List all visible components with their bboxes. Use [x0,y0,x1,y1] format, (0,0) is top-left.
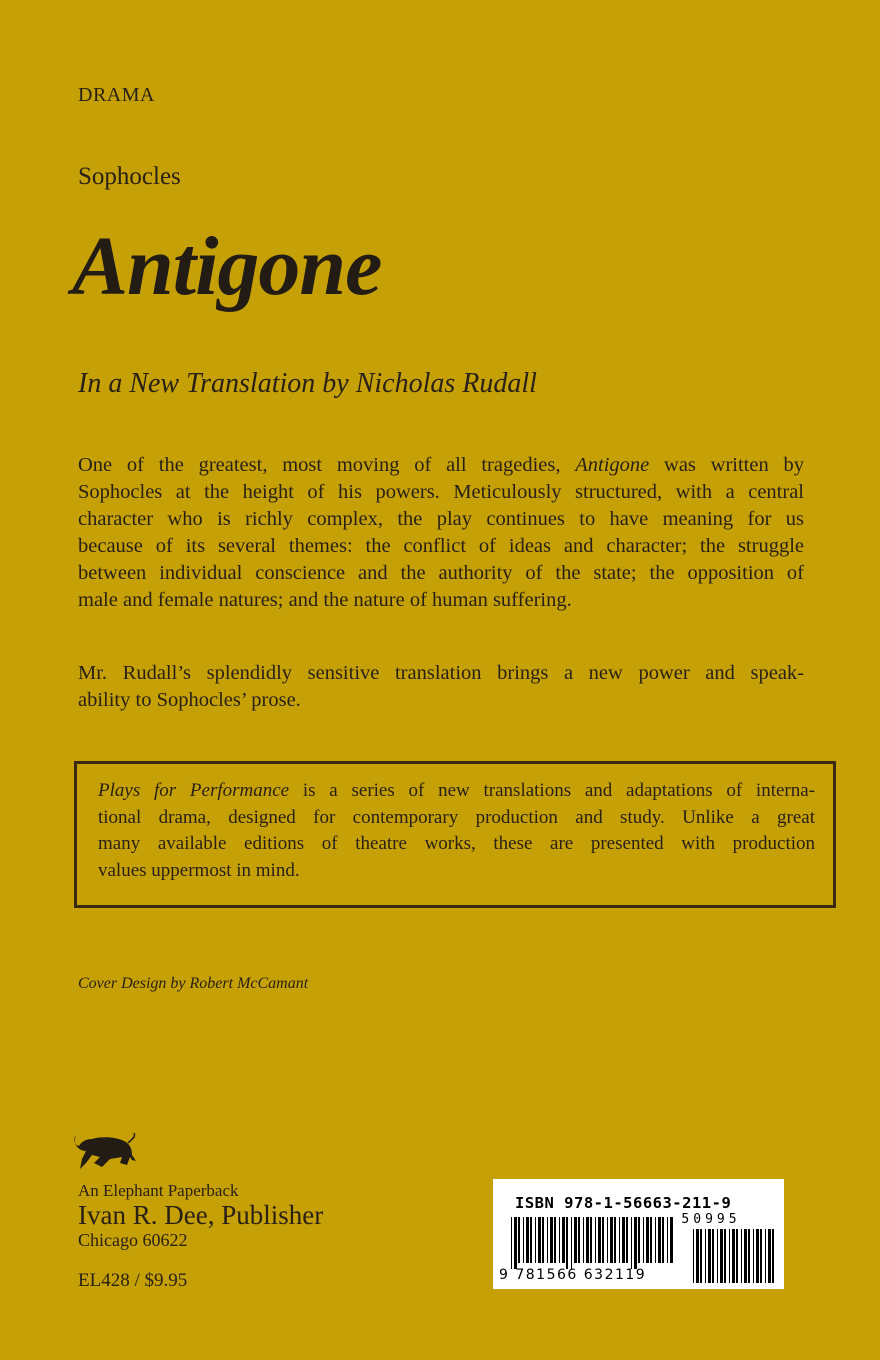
barcode-bar [705,1229,706,1283]
description-line: between individual conscience and the authority of the state; the opposition of [78,562,804,584]
barcode-bar [542,1217,544,1263]
translator-subtitle: In a New Translation by Nicholas Rudall [78,368,537,399]
barcode-bar [696,1229,699,1283]
barcode-bar [693,1229,694,1283]
barcode-bar [518,1217,520,1263]
barcode-bar [765,1229,766,1283]
barcode-bar [586,1217,589,1263]
barcode-bar [736,1229,738,1283]
barcode-bar [583,1217,584,1263]
barcode-bar [602,1217,604,1263]
text-run: was written by [649,454,804,476]
barcode-bar [566,1217,568,1269]
price-addon-code: 50995 [681,1212,741,1227]
publisher-name: Ivan R. Dee, Publisher [78,1200,324,1230]
barcode-bar [523,1217,524,1263]
barcode-bar [619,1217,620,1263]
barcode-bar [729,1229,730,1283]
barcode-bar [559,1217,560,1263]
barcode-bar [753,1229,754,1283]
cover-design-credit: Cover Design by Robert McCamant [78,975,309,992]
barcode-bar [538,1217,541,1263]
series-name: Plays for Performance [98,780,290,801]
barcode-bar [760,1229,762,1283]
description-line: Mr. Rudall’s splendidly sensitive translation brings a new power and speak- [78,662,804,684]
barcode-bar [768,1229,771,1283]
barcode-bar [535,1217,536,1263]
series-line: tional drama, designed for contemporary production and study. Unlike a great [98,806,815,828]
series-description [98,778,815,884]
barcode-bar [741,1229,742,1283]
barcode-bar [756,1229,759,1283]
series-line [98,778,815,805]
barcode-bar [708,1229,711,1283]
barcode-bar [614,1217,616,1263]
barcode-bar [720,1229,723,1283]
barcode-digits: 9 781566 632119 [499,1267,647,1283]
translation-paragraph [78,660,804,714]
barcode-bar [638,1217,640,1263]
book-title: Antigone [72,220,382,313]
barcode-bar [530,1217,532,1263]
barcode-bar [607,1217,608,1263]
barcode-bar [622,1217,625,1263]
barcode-bar [574,1217,577,1263]
barcode-bar [634,1217,637,1269]
barcode-bar [562,1217,565,1263]
barcode-bar [626,1217,628,1263]
text-run: One of the greatest, most moving of all tragedies, [78,454,576,476]
author-name: Sophocles [78,163,181,190]
barcode-bar [578,1217,580,1263]
description-line: character who is richly complex, the play continues to have meaning for us [78,508,804,530]
barcode-bar [598,1217,601,1263]
barcode-bar [590,1217,592,1263]
barcode-bar [700,1229,702,1283]
barcode-bar [550,1217,553,1263]
barcode-bar [571,1217,572,1269]
elephant-icon [72,1133,138,1173]
title-italic: Antigone [575,454,650,476]
barcode-bar [547,1217,548,1263]
description-line: Sophocles at the height of his powers. Meticulously structured, with a central [78,481,804,503]
catalog-code-price: EL428 / $9.95 [78,1270,188,1291]
category-label: DRAMA [78,84,155,106]
barcode-bar [772,1229,774,1283]
barcode-bar [717,1229,718,1283]
description-line: because of its several themes: the conflict of ideas and character; the struggle [78,535,804,557]
barcode-bar [511,1217,512,1269]
barcode-bar [554,1217,556,1263]
description-line [78,452,804,479]
barcode-bar [526,1217,529,1263]
barcode-bar [748,1229,750,1283]
barcode-bar [631,1217,632,1269]
publisher-city: Chicago 60622 [78,1230,188,1250]
series-line: many available editions of theatre works, these are presented with production [98,833,815,854]
barcode-bar [712,1229,714,1283]
barcode-bar [514,1217,517,1269]
barcode-bar [724,1229,726,1283]
imprint-name: An Elephant Paperback [78,1181,239,1200]
barcode-bar [744,1229,747,1283]
isbn-barcode [493,1179,784,1289]
text-run: is a series of new translations and adaptations of interna- [289,780,816,801]
barcode-bar [732,1229,735,1283]
barcode-bar [610,1217,613,1263]
barcode-bar [595,1217,596,1263]
series-line: values uppermost in mind. [98,859,300,881]
description-line: male and female natures; and the nature of human suffering. [78,589,572,611]
isbn-text: ISBN 978-1-56663-211-9 [515,1194,732,1212]
description-paragraph [78,452,804,614]
description-line: ability to Sophocles’ prose. [78,689,301,711]
